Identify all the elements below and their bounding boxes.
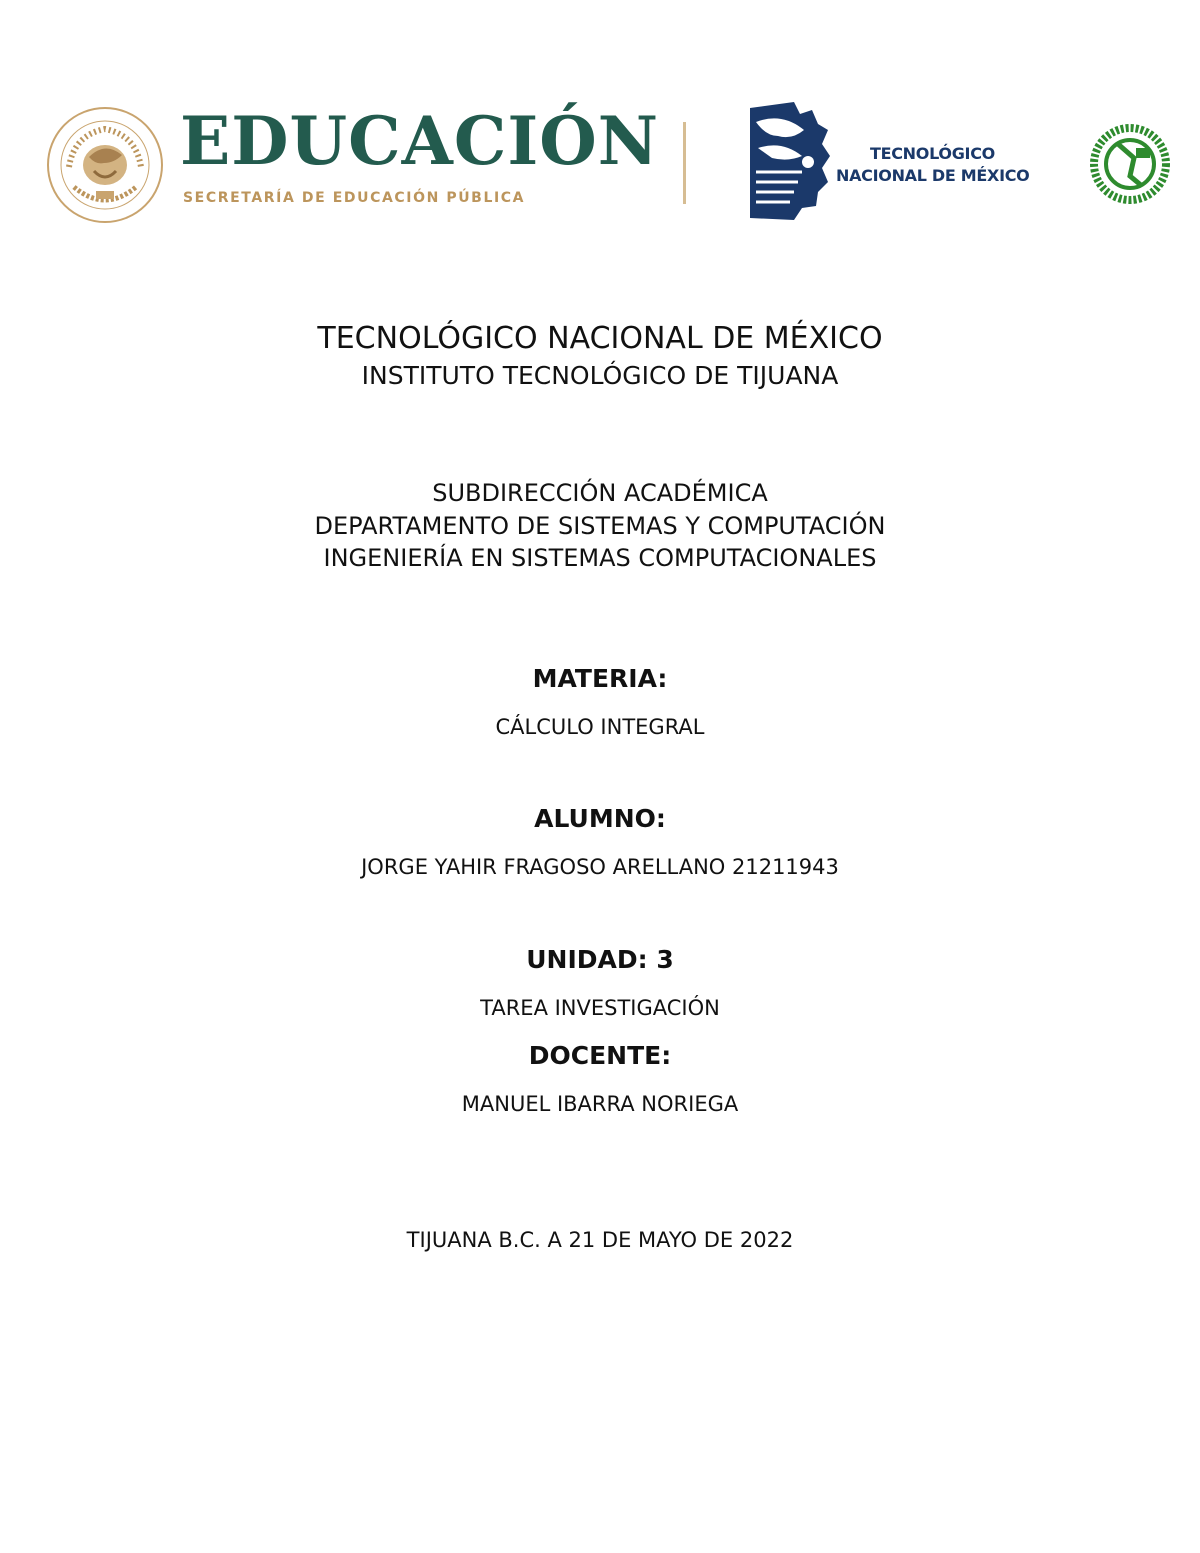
department-line: SUBDIRECCIÓN ACADÉMICA	[432, 479, 768, 507]
unidad-label: UNIDAD: 3	[526, 945, 674, 974]
education-title: EDUCACIÓN	[180, 102, 660, 180]
logo-divider	[683, 122, 686, 204]
unidad-value: TAREA INVESTIGACIÓN	[480, 996, 720, 1020]
department-line: INGENIERÍA EN SISTEMAS COMPUTACIONALES	[323, 544, 877, 572]
materia-label: MATERIA:	[532, 664, 668, 693]
department-line: DEPARTAMENTO DE SISTEMAS Y COMPUTACIÓN	[314, 511, 886, 540]
tecnm-gear-eagle-icon	[742, 100, 830, 224]
place-date: TIJUANA B.C. A 21 DE MAYO DE 2022	[406, 1228, 794, 1252]
tecnm-line-2: NACIONAL DE MÉXICO	[836, 166, 1030, 185]
itt-emblem-icon	[1090, 124, 1170, 204]
materia-value: CÁLCULO INTEGRAL	[495, 715, 705, 739]
mexican-coat-of-arms-seal-icon	[44, 105, 166, 225]
department-block	[0, 477, 1200, 575]
tecnm-line-1: TECNOLÓGICO	[870, 144, 995, 163]
tecnm-wordmark	[836, 143, 1029, 187]
institution-name: TECNOLÓGICO NACIONAL DE MÉXICO	[317, 321, 883, 356]
campus-name: INSTITUTO TECNOLÓGICO DE TIJUANA	[361, 361, 839, 390]
alumno-value: JORGE YAHIR FRAGOSO ARELLANO 21211943	[361, 855, 839, 879]
docente-label: DOCENTE:	[528, 1041, 672, 1070]
header-logos	[0, 0, 1200, 240]
docente-value: MANUEL IBARRA NORIEGA	[461, 1092, 739, 1116]
education-subtitle: SECRETARÍA DE EDUCACIÓN PÚBLICA	[183, 190, 526, 206]
alumno-label: ALUMNO:	[534, 804, 666, 833]
